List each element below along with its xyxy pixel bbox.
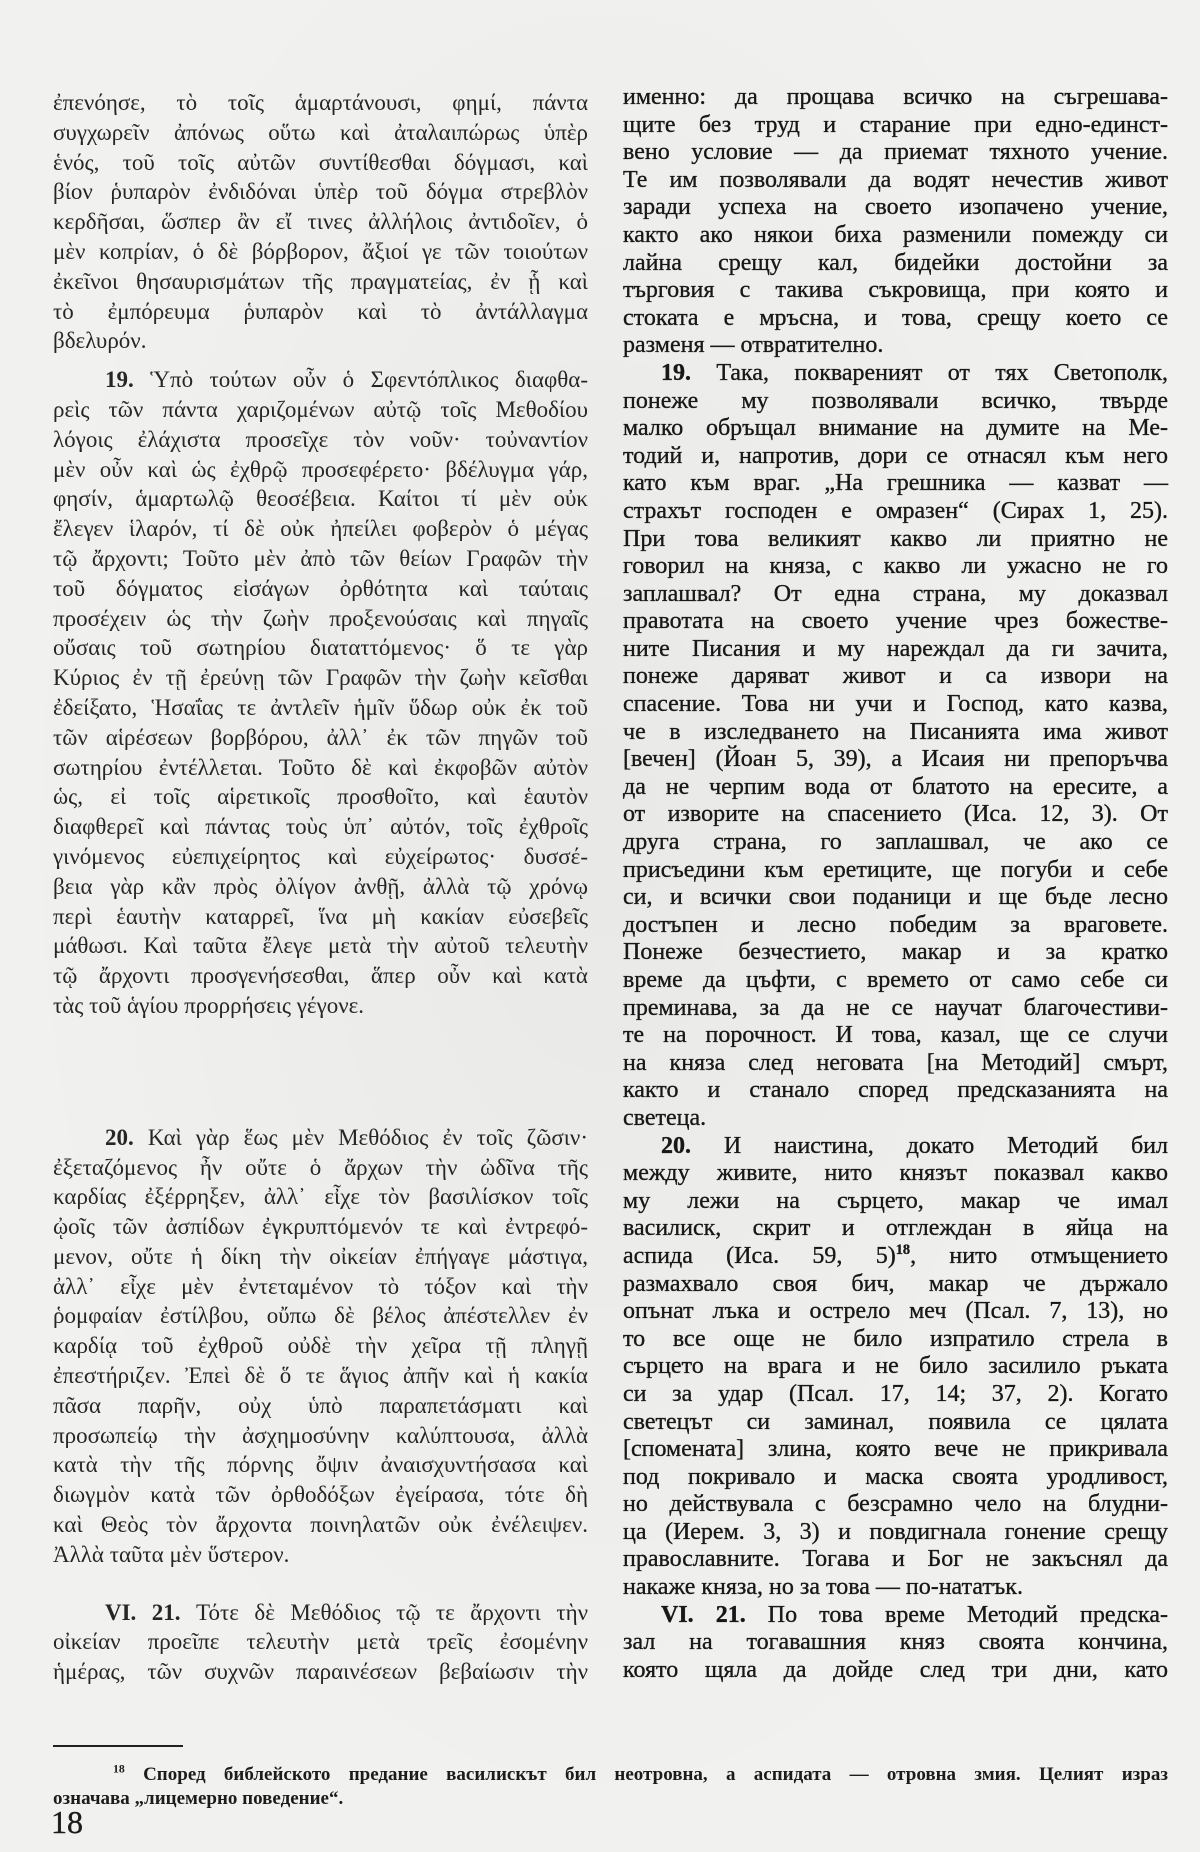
text-line: достъпен и лесно победим за враговете. — [623, 911, 1168, 938]
text-line: опънат лъка и острело меч (Псал. 7, 13), но — [623, 1298, 1168, 1325]
line-text: Ὑπὸ τούτων οὖν ὁ Σφεντόπλικος διαφθα- — [150, 367, 589, 393]
text-line: При това великият какво ли приятно не — [623, 525, 1168, 552]
text-line: σωτηρίου ἐντέλλεται. Τοῦτο δὲ καὶ ἐκφοβῶν αὐτὸν — [53, 754, 588, 780]
text-line: понеже даряват живот и са извори на — [623, 663, 1168, 690]
footnote-line: означава „лицемерно поведение“. — [53, 1788, 344, 1809]
text-line: φησίν, ἁμαρτωλῷ θεοσέβεια. Καίτοι τί μὲν οὐκ — [53, 486, 588, 512]
text-line: че в изследването на Писанията има живот — [623, 718, 1168, 745]
text-line: συγχωρεῖν ἀπόνως οὕτω καὶ ἀταλαιπώρως ὑπὲρ — [53, 119, 588, 145]
text-line: стоката е мръсна, и това, срещу което се — [623, 304, 1168, 331]
footnote-divider — [53, 1745, 183, 1747]
text-line: λόγοις ἐλάχιστα προσεῖχε τὸν νοῦν· τοὐναντίον — [53, 426, 588, 452]
text-line: ἑνός, τοῦ τοῖς αὐτῶν συντίθεσθαι δόγμασι, καὶ — [53, 149, 588, 175]
text-line: тодий и, напротив, дори се отнасял към него — [623, 442, 1168, 469]
line-text: По това време Методий предска- — [767, 1601, 1168, 1628]
text-line: γινόμενος εὐεπιχείρητος καὶ εὐχείρωτος· δυσσέ- — [53, 843, 588, 869]
text-line: κατὰ τὴν τῆς πόρνης ὄψιν ἀναισχυντήσασα καὶ — [53, 1452, 588, 1478]
text-line: Κύριος ἐν τῇ ἐρεύνῃ τῶν Γραφῶν τὴν ζωὴν κεῖσθαι — [53, 665, 588, 691]
text-line: καρδίᾳ τοῦ ἐχθροῦ οὐδὲ τὴν χεῖρα τῇ πληγῇ — [53, 1333, 588, 1359]
text-line: μὲν κοπρίαν, ὁ δὲ βόρβορον, ἄξιοί γε τῶν τοιούτων — [53, 238, 588, 264]
text-line: която щяла да дойде след три дни, като — [623, 1656, 1168, 1683]
text-line: μὲν οὖν καὶ ὡς ἐχθρῷ προσεφέρετο· βδέλυγμα γάρ, — [53, 456, 588, 482]
text-line: περὶ ἑαυτὴν καταρρεῖ, ἵνα μὴ κακίαν εὐσεβεῖς — [53, 903, 588, 929]
text-line: ἔλεγεν ἱλαρόν, τί δὲ οὐκ ἠπείλει φοβερὸν ὁ μέγας — [53, 516, 588, 542]
text-line: τῷ ἄρχοντι προσγενήσεσθαι, ἅπερ οὖν καὶ κατὰ — [53, 963, 588, 989]
text-line: сърцето на врага и не било засилило ръката — [623, 1353, 1168, 1380]
text-line: ἐκεῖνοι θησαυρισμάτων τῆς πραγματείας, ἐν ᾗ καὶ — [53, 268, 588, 294]
text-line: ἐπενόησε, τὸ τοῖς ἁμαρτάνουσι, φημί, πάντα — [53, 90, 588, 115]
text-line: ὡς, εἰ τοῖς αἱρετικοῖς προσθοῖτο, καὶ ἑαυτὸν — [53, 784, 588, 810]
text-line: на княза след неговата [на Методий] смърт, — [623, 1049, 1168, 1076]
text-line: ἐξεταζόμενος ἦν οὔτε ὁ ἄρχων τὴν ὠδῖνα τῆς — [53, 1154, 588, 1180]
line-text: Τότε δὲ Μεθόδιος τῷ τε ἄρχοντι τὴν — [196, 1599, 589, 1625]
bulgarian-paragraph-19 — [623, 360, 1168, 1133]
text-line: си за удар (Псал. 17, 14; 37, 2). Когато — [623, 1380, 1168, 1407]
text-line: му лежи на сърцето, макар че имал — [623, 1187, 1168, 1214]
text-line: вено условие — да приемат тяхното учение. — [623, 139, 1168, 166]
line-text: И наистина, докато Методий бил — [723, 1132, 1168, 1159]
text-line: заплашвал? От една страна, му доказвал — [623, 580, 1168, 607]
text-line: спасение. Това ни учи и Господ, като казва, — [623, 691, 1168, 718]
page-number: 18 — [51, 1804, 83, 1840]
text-line: православните. Тогава и Бог не закъснял да — [623, 1546, 1168, 1573]
line-text: Καὶ γὰρ ἕως μὲν Μεθόδιος ἐν τοῖς ζῶσιν· — [147, 1124, 588, 1150]
greek-paragraph-vi-21 — [53, 1598, 588, 1687]
text-line: зал на тогавашния княз своята кончина, — [623, 1629, 1168, 1656]
text-line: търговия с такива съкровища, при която и — [623, 277, 1168, 304]
paragraph-number: VI. 21. — [105, 1599, 181, 1625]
paragraph-number: 20. — [661, 1132, 691, 1159]
text-line: под покривало и маска своята уродливост, — [623, 1463, 1168, 1490]
text-line: щите без труд и старание при едно-единст- — [623, 111, 1168, 138]
text-line: както и станало според предсказанията на — [623, 1077, 1168, 1104]
text-line: страхът господен е омразен“ (Сирах 1, 25). — [623, 497, 1168, 524]
text-line: те на порочност. И това, казал, ще се случи — [623, 1022, 1168, 1049]
text-line: накаже княза, но за това — по-нататък. — [623, 1574, 1023, 1601]
text-line: ἀλλ᾽ εἶχε μὲν ἐντεταμένον τὸ τόξον καὶ τὴν — [53, 1273, 588, 1299]
text-line: между живите, нито князът показвал какво — [623, 1160, 1168, 1187]
text-line: ῥομφαίαν ἐστίλβου, οὔπω δὲ βέλος ἀπέστελλεν ἐν — [53, 1303, 588, 1329]
bulgarian-text-column — [623, 84, 1168, 1684]
text-line: κερδῆσαι, ὥσπερ ἂν εἴ τινες ἀλλήλοις ἀντιδοῖεν, ὁ — [53, 209, 588, 235]
text-line: като към враг. „На грешника — казват — — [623, 470, 1168, 497]
text-line: ните Писания и му нареждал да ги зачита, — [623, 635, 1168, 662]
text-line: малко обръщал внимание на думите на Ме- — [623, 415, 1168, 442]
line-text: Така, поквареният от тях Светополк, — [716, 359, 1168, 386]
text-line: [спомената] злина, която вече не прикривала — [623, 1436, 1168, 1463]
paragraph-number: 20. — [105, 1124, 134, 1150]
text-line: ἡμέρας, τῶν συχνῶν παραινέσεων βεβαίωσιν τὴν — [53, 1659, 588, 1685]
text-line — [623, 1243, 1168, 1271]
text-line: размахвало своя бич, макар че държало — [623, 1270, 1168, 1297]
text-line: καρδίας ἐξέρρηξεν, ἀλλ᾽ εἶχε τὸν βασιλίσκον τοῖς — [53, 1184, 588, 1210]
text-line: то все още не било изпратило стрела в — [623, 1325, 1168, 1352]
text-line: ца (Иерем. 3, 3) и повдигнала гонение срещу — [623, 1518, 1168, 1545]
text-line — [623, 1602, 1168, 1630]
text-line: Понеже безчестието, макар и за кратко — [623, 939, 1168, 966]
text-line: понеже му позволявали всичко, твърде — [623, 387, 1168, 414]
line-text: , нито отмъщението — [910, 1242, 1168, 1269]
text-line: преминава, за да не се научат благочестиви- — [623, 994, 1168, 1021]
text-line: [вечен] (Йоан 5, 39), а Исаия ни препоръчва — [623, 746, 1168, 773]
text-line — [53, 1598, 588, 1628]
text-line: си, и всички свои поданици и ще бъде лесно — [623, 884, 1168, 911]
text-line: Те им позволявали да водят нечестив живот — [623, 166, 1168, 193]
text-line: τὰς τοῦ ἁγίου προρρήσεις γέγονε. — [53, 992, 365, 1018]
text-line: присъедини към еретиците, ще погуби и себе — [623, 856, 1168, 883]
text-line: светецът си заминал, появила се цялата — [623, 1408, 1168, 1435]
text-line — [623, 360, 1168, 388]
greek-paragraph-20 — [53, 1123, 588, 1570]
footnote-text: Според библейското предание василискът бил неотровна, а аспидата — отровна змия. Целият израз — [143, 1764, 1168, 1785]
line-text: аспида (Иса. 59, 5) — [623, 1242, 896, 1269]
text-line: βίον ῥυπαρὸν ἐνδιδόναι ὑπὲρ τοῦ δόγμα στρεβλὸν — [53, 179, 588, 205]
text-line: διαφθερεῖ καὶ πάντας τοὺς ὑπ᾽ αὐτόν, τοῖς ἐχθροῖς — [53, 814, 588, 840]
footnote-marker: 18 — [113, 1762, 125, 1776]
paragraph-number: VI. 21. — [661, 1601, 746, 1628]
text-line — [53, 1123, 588, 1153]
text-line — [623, 1133, 1168, 1161]
bulgarian-paragraph-20 — [623, 1133, 1168, 1602]
paragraph-number: 19. — [661, 359, 691, 386]
text-line: τῶν αἱρέσεων βορβόρου, ἀλλ᾽ ἐκ τῶν πηγῶν τοῦ — [53, 724, 588, 750]
text-line: както ако някои биха разменили помежду си — [623, 221, 1168, 248]
text-line: именно: да прощава всичко на съгрешава- — [623, 84, 1168, 110]
greek-paragraph-19 — [53, 365, 588, 1021]
text-line: τοῦ δόγματος εἰσάγων ὀρθότητα καὶ ταύταις — [53, 575, 588, 601]
text-line: но действувала с безсрамно чело на блудни- — [623, 1491, 1168, 1518]
text-line: προσωπείῳ τὴν ἀσχημοσύνην καλύπτουσα, ἀλλὰ — [53, 1422, 588, 1448]
text-line: заради успеха на своето изопачено учение, — [623, 194, 1168, 221]
text-line: ᾠοῖς τῶν ἀσπίδων ἐγκρυπτόμενόν τε καὶ ἐντρεφό- — [53, 1214, 588, 1240]
text-line: ἐπεστήριζεν. Ἐπεὶ δὲ ὅ τε ἅγιος ἀπῆν καὶ ἡ κακία — [53, 1363, 588, 1389]
text-line: от изворите на спасението (Иса. 12, 3). От — [623, 801, 1168, 828]
text-line: καὶ Θεὸς τὸν ἄρχοντα ποινηλατῶν οὐκ ἐνέλειψεν. — [53, 1512, 588, 1538]
paragraph-number: 19. — [105, 367, 134, 393]
text-line: προσέχειν ὡς τὴν ζωὴν προξενούσαις καὶ πηγαῖς — [53, 605, 588, 631]
text-line: друга страна, го заплашвал, че ако се — [623, 829, 1168, 856]
text-line — [53, 365, 588, 395]
text-line: лайна срещу кал, бидейки достойни за — [623, 249, 1168, 276]
footnote-reference: 18 — [895, 1241, 911, 1258]
text-line: διωγμὸν κατὰ τῶν ὀρθοδόξων ἐγείρασα, τότε δὴ — [53, 1482, 588, 1508]
text-line: Ἀλλὰ ταῦτα μὲν ὕστερον. — [53, 1541, 290, 1567]
bulgarian-paragraph-continued — [623, 84, 1168, 360]
text-line: правотата на своето учение чрез божестве- — [623, 608, 1168, 635]
text-line: βδελυρόν. — [53, 328, 147, 354]
greek-text-column — [53, 88, 588, 1687]
text-line: ἐδείξατο, Ἡσαΐας τε ἀντλεῖν ἡμῖν ὕδωρ οὐκ ἐκ τοῦ — [53, 694, 588, 720]
text-line: βεια γὰρ κἂν πρὸς ὀλίγον ἀνθῇ, ἀλλὰ τῷ χρόνῳ — [53, 873, 588, 899]
text-line: πᾶσα παρῆν, οὐχ ὑπὸ παραπετάσματι καὶ — [53, 1392, 588, 1418]
text-line: τῷ ἄρχοντι; Τοῦτο μὲν ἀπὸ τῶν θείων Γραφῶν τὴν — [53, 545, 588, 571]
text-line: говорил на княза, с какво ли ужасно не го — [623, 553, 1168, 580]
text-line: време да цъфти, с времето от само себе си — [623, 967, 1168, 993]
text-line: разменя — отвратително. — [623, 332, 884, 359]
text-line: οὔσαις τοῦ σωτηρίου διαταττόμενος· ὅ τε γὰρ — [53, 635, 588, 661]
text-line: οἰκείαν προεῖπε τελευτὴν μετὰ τρεῖς ἐσομένην — [53, 1629, 588, 1655]
text-line: василиск, скрит и отглеждан в яйца на — [623, 1215, 1168, 1242]
text-line: светеца. — [623, 1104, 707, 1131]
footnote-line — [53, 1763, 1168, 1787]
text-line: μενον, οὔτε ἡ δίκη τὴν οἰκείαν ἐπήγαγε μάστιγα, — [53, 1243, 588, 1269]
text-line: τὸ ἐμπόρευμα ῥυπαρὸν καὶ τὸ ἀντάλλαγμα — [53, 298, 588, 324]
greek-paragraph-continued — [53, 88, 588, 356]
text-line: ρεὶς τῶν πάντα χαριζομένων αὐτῷ τοῖς Μεθοδίου — [53, 396, 588, 422]
text-line: μάθωσι. Καὶ ταῦτα ἔλεγε μετὰ τὴν αὐτοῦ τελευτὴν — [53, 933, 588, 959]
footnote — [53, 1763, 1168, 1811]
bulgarian-paragraph-vi-21 — [623, 1602, 1168, 1685]
text-line: да не черпим вода от блатото на ересите, а — [623, 773, 1168, 800]
